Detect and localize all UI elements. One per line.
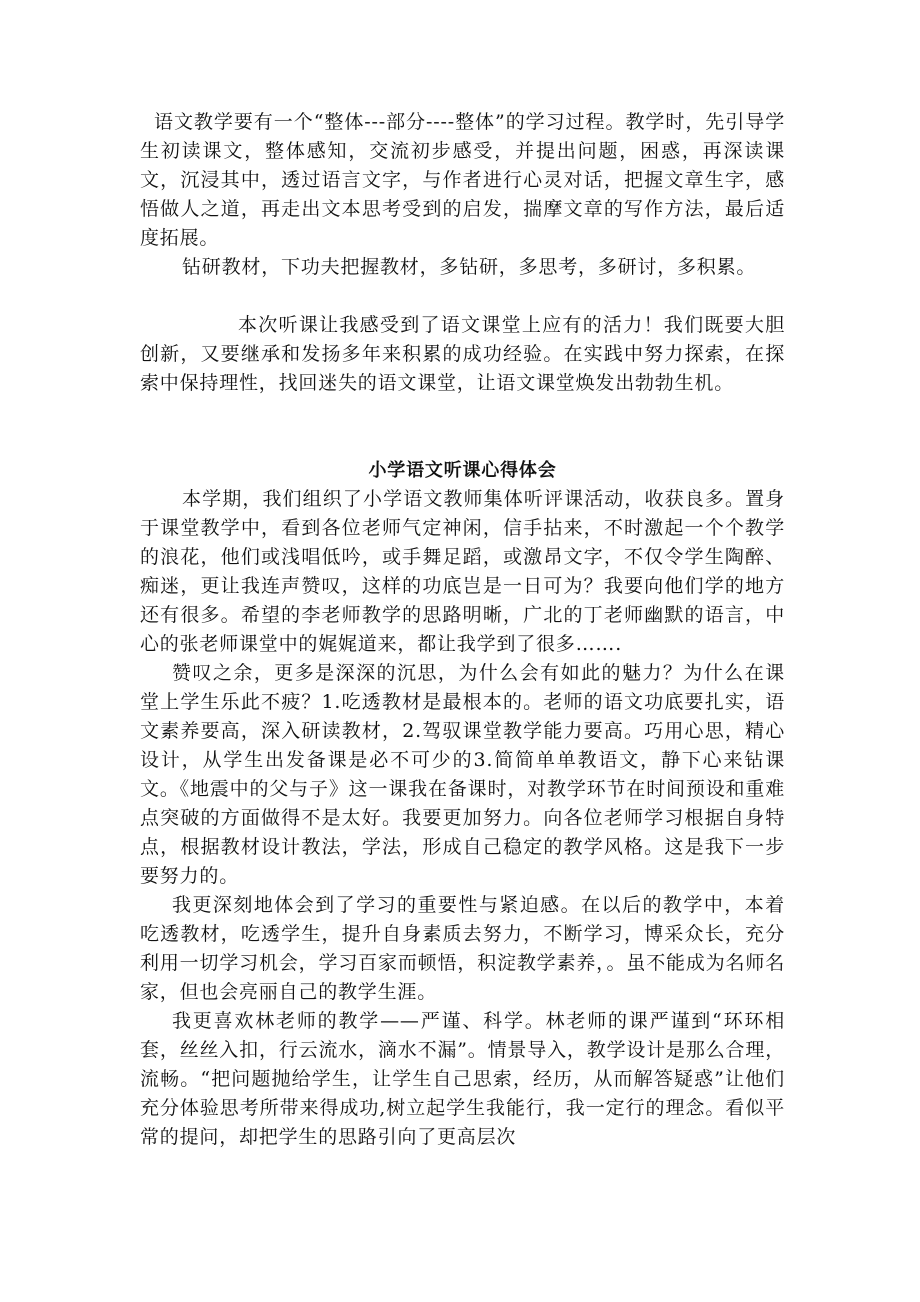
body-paragraph-1: 本学期，我们组织了小学语文教师集体听评课活动，收获良多。置身于课堂教学中，看到各位老师气定神闲，信手拈来，不时激起一个个教学的浪花，他们或浅唱低吟，或手舞足蹈，或激昂文字，不仅令学生陶醉、痴迷，更让我连声赞叹，这样的功底岂是一日可为？我要向他们学的地方还有很多。希望的李老师教学的思路明晰，广北的丁老师幽默的语言，中心的张老师课堂中的娓娓道来，都让我学到了很多……. (140, 488, 785, 655)
body-paragraph-4: 我更喜欢林老师的教学——严谨、科学。林老师的课严谨到“环环相套，丝丝入扣，行云流水，滴水不漏”。情景导入，教学设计是那么合理，流畅。“把问题抛给学生，让学生自己思索，经历，从而解答疑惑”让他们充分体验思考所带来得成功,树立起学生我能行，我一定行的理念。看似平常的提问，却把学生的思路引向了更高层次 (140, 1010, 785, 1148)
section-spacer (140, 398, 785, 456)
document-body (140, 108, 785, 1152)
intro-paragraph-3: 本次听课让我感受到了语文课堂上应有的活力！我们既要大胆创新，又要继承和发扬多年来积累的成功经验。在实践中努力探索，在探索中保持理性，找回迷失的语文课堂，让语文课堂焕发出勃勃生机。 (140, 314, 785, 394)
body-paragraph-3: 我更深刻地体会到了学习的重要性与紧迫感。在以后的教学中，本着吃透教材，吃透学生，提升自身素质去努力，不断学习，博采众长，充分利用一切学习机会，学习百家而顿悟，积淀教学素养，。虽不能成为名师名家，但也会亮丽自己的教学生涯。 (140, 894, 785, 1003)
intro-paragraph-1: 语文教学要有一个“整体---部分----整体”的学习过程。教学时，先引导学生初读课文，整体感知，交流初步感受，并提出问题，困惑，再深读课文，沉浸其中，透过语言文字，与作者进行心灵对话，把握文章生字，感悟做人之道，再走出文本思考受到的启发，揣摩文章的写作方法，最后适度拓展。 (140, 111, 785, 249)
body-paragraph-2: 赞叹之余，更多是深深的沉思，为什么会有如此的魅力？为什么在课堂上学生乐此不疲？1.吃透教材是最根本的。老师的语文功底要扎实，语文素养要高，深入研读教材，2.驾驭课堂教学能力要高。巧用心思，精心设计，从学生出发备课是必不可少的3.简简单单教语文，静下心来钻课文。《地震中的父与子》这一课我在备课时，对教学环节在时间预设和重难点突破的方面做得不是太好。我要更加努力。向各位老师学习根据自身特点，根据教材设计教法，学法，形成自己稳定的教学风格。这是我下一步要努力的。 (140, 662, 785, 887)
intro-paragraph-2: 钻研教材，下功夫把握教材，多钻研，多思考，多研讨，多积累。 (182, 256, 757, 278)
document-title: 小学语文听课心得体会 (368, 460, 557, 481)
paragraph-spacer (140, 282, 785, 311)
